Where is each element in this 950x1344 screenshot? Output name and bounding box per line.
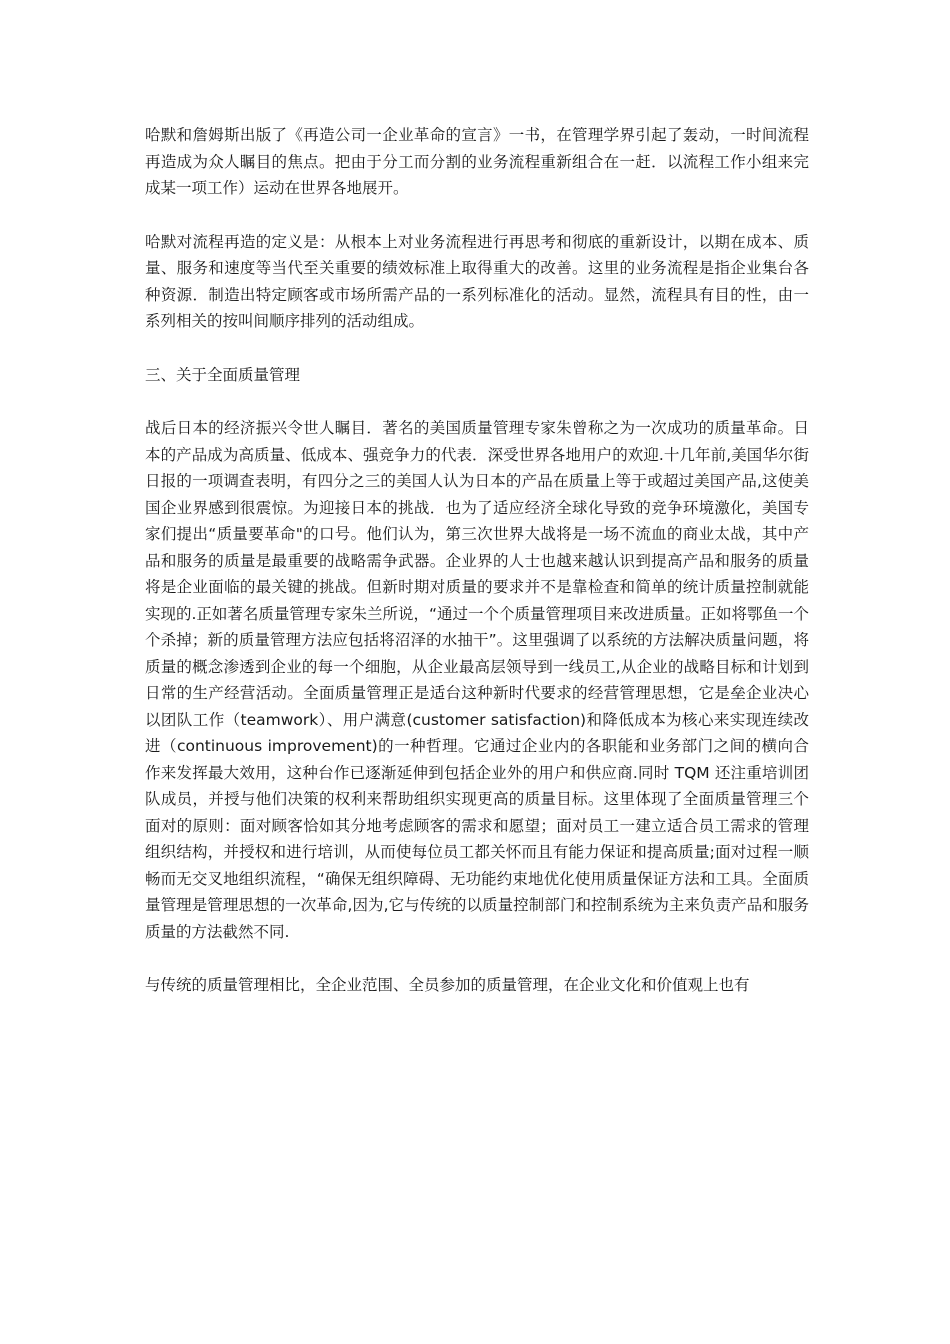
- paragraph-reengineering-definition: 哈默对流程再造的定义是：从根本上对业务流程进行再思考和彻底的重新设计，以期在成本、质量、服务和速度等当代至关重要的绩效标准上取得重大的改善。这里的业务流程是指企业集台各种资源．制造出特定顾客或市场所需产品的一系列标准化的活动。显然，流程具有目的性，由一系列相关的按叫间顺序排列的活动组成。: [145, 232, 809, 330]
- paragraph-process-reengineering-intro: 哈默和詹姆斯出版了《再造公司一企业革命的宣言》一书，在管理学界引起了轰动，一时间流程再造成为众人瞩目的焦点。把由于分工而分割的业务流程重新组合在一赶．以流程工作小组来完成某一项工作）运动在世界各地展开。: [145, 126, 809, 197]
- section-heading: 三、关于全面质量管理: [145, 365, 301, 384]
- paragraph-tqm-body: 战后日本的经济振兴令世人瞩目．著名的美国质量管理专家朱曾称之为一次成功的质量革命。日本的产品成为高质量、低成本、强竞争力的代表．深受世界各地用户的欢迎.十几年前,美国华尔街日报的一项调查表明，有四分之三的美国人认为日本的产品在质量上等于或超过美国产品,这使美国企业界感到很震惊。为迎接日本的挑战．也为了适应经济全球化导致的竞争环境激化，美国专家们提出“质量要革命"的口号。他们认为，第三次世界大战将是一场不流血的商业太战，其中产品和服务的质量是最重要的战略需争武器。企业界的人士也越来越认识到提高产品和服务的质量将是企业面临的最关键的挑战。但新时期对质量的要求并不是靠检查和简单的统计质量控制就能实现的.正如著名质量管理专家朱兰所说，“通过一个个质量管理项目来改进质量。正如将鄂鱼一个个杀掉；新的质量管理方法应包括将沼泽的水抽干”。这里强调了以系统的方法解决质量问题，将质量的概念渗透到企业的每一个细胞，从企业最高层领导到一线员工,从企业的战略目标和计划到日常的生产经营活动。全面质量管理正是适台这种新时代要求的经营管理思想，它是垒企业决心以团队工作（teamwork）、用户满意(customer satisfaction)和降低成本为核心来实现连续改进（continuous improvement)的一种哲理。它通过企业内的各职能和业务部门之间的横向合作来发挥最大效用，这种台作已逐渐延伸到包括企业外的用户和供应商.同时 TQM 还注重培训团队成员，并授与他们决策的权利来帮助组织实现更高的质量目标。这里体现了全面质量管理三个面对的原则：面对顾客恰如其分地考虑顾客的需求和愿望；面对员工一建立适合员工需求的管理组织结构，并授权和进行培训，从而使每位员工都关怀而且有能力保证和提高质量;面对过程一顺畅而无交叉地组织流程，“确保无组织障碍、无功能约束地优化使用质量保证方法和工具。全面质量管理是管理思想的一次革命,因为,它与传统的以质量控制部门和控制系统为主来负责产品和服务质量的方法截然不同.: [145, 419, 809, 941]
- paragraph-tqm-comparison: 与传统的质量管理相比，全企业范围、全员参加的质量管理，在企业文化和价值观上也有: [145, 976, 750, 994]
- document-body: [145, 122, 809, 1026]
